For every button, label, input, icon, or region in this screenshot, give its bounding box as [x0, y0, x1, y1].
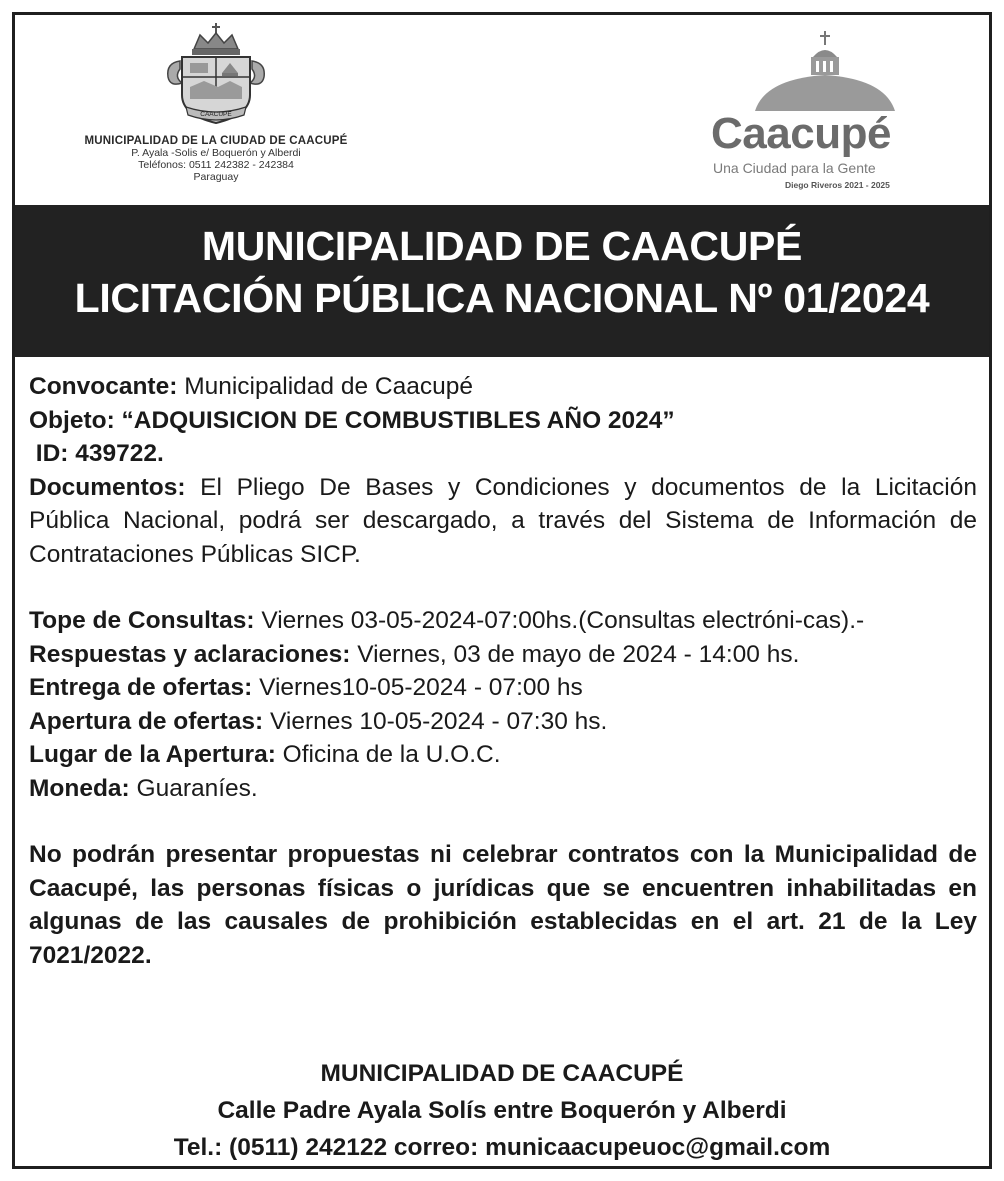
tope-row — [29, 604, 977, 638]
brand-administration: Diego Riveros 2021 - 2025 — [785, 180, 890, 190]
municipal-coat-of-arms-icon — [156, 21, 276, 133]
municipal-seal-block — [41, 21, 391, 201]
title-banner — [15, 205, 989, 357]
entrega-value: Viernes10-05-2024 - 07:00 hs — [252, 674, 583, 701]
respuestas-label: Respuestas y aclaraciones: — [29, 640, 351, 668]
tope-label: Tope de Consultas: — [29, 607, 255, 634]
objeto-label: Objeto: “ADQUISICION DE COMBUSTIBLES AÑO 2024” — [29, 406, 675, 434]
municipality-phones: Teléfonos: 0511 242382 - 242384 — [138, 159, 294, 171]
brand-name: Caacupé — [711, 109, 891, 158]
footer-contact-line: Tel.: (0511) 242122 correo: municaacupeuoc@gmail.com — [173, 1134, 831, 1161]
footer-organization: MUNICIPALIDAD DE CAACUPÉ — [320, 1060, 684, 1087]
lugar-row — [29, 738, 977, 772]
id-row — [29, 437, 977, 471]
footer-address: Calle Padre Ayala Solís entre Boquerón y Alberdi — [217, 1097, 787, 1124]
apertura-label: Apertura de ofertas: — [29, 707, 264, 735]
municipality-address: P. Ayala -Solis e/ Boquerón y Alberdi — [131, 147, 301, 159]
documentos-label: Documentos: — [29, 473, 186, 501]
convocante-label: Convocante: — [29, 373, 178, 400]
svg-text:CAACUPE: CAACUPE — [200, 111, 232, 118]
municipality-country: Paraguay — [193, 171, 239, 183]
entrega-label: Entrega de ofertas: — [29, 674, 253, 701]
spacer — [29, 805, 977, 838]
apertura-row — [29, 705, 977, 739]
tender-details — [29, 370, 977, 972]
documentos-value: El Pliego De Bases y Condiciones y documentos de la Licitación Pública Nacional, podrá ser descargado, a través del Sistema de Información de Contrataciones Públicas SICP. — [29, 473, 977, 568]
basilica-dome-icon — [705, 29, 945, 119]
footer-contact — [15, 1055, 989, 1166]
header — [15, 15, 989, 205]
banner-title: MUNICIPALIDAD DE CAACUPÉ — [201, 223, 803, 269]
convocante-value: Municipalidad de Caacupé — [177, 373, 473, 400]
lugar-label: Lugar de la Apertura: — [29, 741, 276, 768]
spacer — [29, 571, 977, 604]
caacupe-brand-logo — [705, 29, 945, 199]
moneda-value: Guaraníes. — [129, 774, 258, 802]
respuestas-row — [29, 638, 977, 672]
documentos-row — [29, 471, 977, 572]
moneda-label: Moneda: — [29, 774, 130, 802]
notice-frame — [12, 12, 992, 1169]
convocante-row — [29, 370, 977, 404]
respuestas-value: Viernes, 03 de mayo de 2024 - 14:00 hs. — [350, 640, 800, 668]
objeto-row — [29, 404, 977, 438]
prohibition-notice: No podrán presentar propuestas ni celebrar contratos con la Municipalidad de Caacupé, las personas físicas o jurídicas que se encuentren inhabilitadas en algunas de las causales de prohibición establecidas en el art. 21 de la Ley 7021/2022. — [29, 841, 977, 969]
municipality-name: MUNICIPALIDAD DE LA CIUDAD DE CAACUPÉ — [84, 135, 348, 147]
entrega-row — [29, 671, 977, 705]
apertura-value: Viernes 10-05-2024 - 07:30 hs. — [263, 707, 608, 735]
banner-subtitle: LICITACIÓN PÚBLICA NACIONAL Nº 01/2024 — [74, 275, 930, 321]
brand-tagline: Una Ciudad para la Gente — [713, 160, 876, 176]
moneda-row — [29, 772, 977, 806]
tope-value: Viernes 03-05-2024-07:00hs.(Consultas electróni-cas).- — [254, 607, 865, 634]
lugar-value: Oficina de la U.O.C. — [275, 741, 501, 768]
id-label: ID: 439722. — [29, 440, 164, 467]
